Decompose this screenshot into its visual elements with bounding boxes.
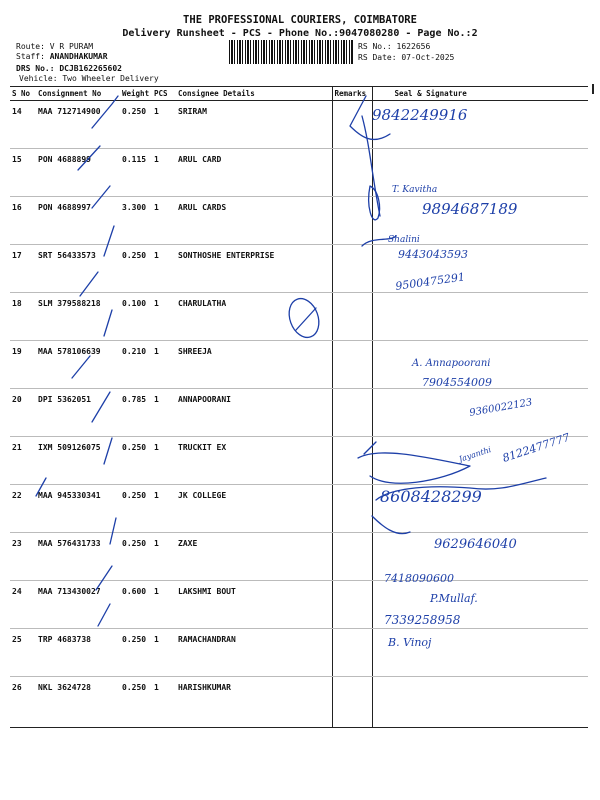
remarks-cell [332,341,372,389]
consignment-no: SLM 379588218 [36,293,120,341]
signature-cell [372,437,588,485]
col-weight-header: Weight [120,87,152,101]
remarks-cell [332,245,372,293]
sign-r22-phone: 8122477777 [500,430,572,465]
signature-cell [372,629,588,677]
signature-cell [372,101,588,149]
signature-cell [372,677,588,728]
consignment-no: MAA 578106639 [36,341,120,389]
weight: 0.785 [120,389,152,437]
consignee: RAMACHANDRAN [176,629,332,677]
table-row [10,101,588,149]
consignment-no: MAA 576431733 [36,533,120,581]
remarks-cell [332,581,372,629]
sign-r20-phone: 7904554009 [422,376,492,389]
rs-no-value: 1622656 [396,42,431,51]
weight: 0.115 [120,149,152,197]
remarks-cell [332,533,372,581]
pcs: 1 [152,437,176,485]
sno: 20 [10,389,36,437]
consignment-no: TRP 4683738 [36,629,120,677]
sign-r22-name: Jayanthi [457,445,493,464]
sno: 22 [10,485,36,533]
rs-no-line [358,42,430,51]
vehicle-label: Vehicle: [19,74,58,83]
col-remarks-header: Remarks [332,87,372,101]
col-consignment-header: Consignment No [36,87,120,101]
weight: 3.300 [120,197,152,245]
route-label: Route: [16,42,45,51]
signature-cell [372,149,588,197]
sno: 14 [10,101,36,149]
weight: 0.100 [120,293,152,341]
pcs: 1 [152,101,176,149]
drs-line [16,64,122,73]
sno: 18 [10,293,36,341]
signature-cell [372,485,588,533]
consignment-no: SRT 56433573 [36,245,120,293]
route-line [16,42,93,51]
pcs: 1 [152,485,176,533]
table-row [10,533,588,581]
sno: 23 [10,533,36,581]
pcs: 1 [152,533,176,581]
signature-cell [372,293,588,341]
margin-tick [592,84,594,94]
weight: 0.250 [120,533,152,581]
sno: 19 [10,341,36,389]
consignee: CHARULATHA [176,293,332,341]
consignee: HARISHKUMAR [176,677,332,728]
remarks-cell [332,101,372,149]
sign-r14: 9842249916 [372,106,468,124]
sign-r23: 8608428299 [380,487,482,506]
consignment-no: IXM 509126075 [36,437,120,485]
barcode [229,40,354,64]
signature-cell [372,197,588,245]
sign-r18: 9500475291 [394,270,466,293]
weight: 0.250 [120,245,152,293]
remarks-cell [332,389,372,437]
weight: 0.250 [120,437,152,485]
remarks-cell [332,293,372,341]
signature-cell [372,581,588,629]
consignee: JK COLLEGE [176,485,332,533]
pcs: 1 [152,581,176,629]
sno: 24 [10,581,36,629]
consignee: ARUL CARD [176,149,332,197]
sno: 21 [10,437,36,485]
sign-r17-phone: 9443043593 [398,248,468,261]
remarks-cell [332,629,372,677]
rs-date-line [358,53,454,62]
remarks-cell [332,197,372,245]
weight: 0.250 [120,629,152,677]
col-pcs-header: PCS [152,87,176,101]
signature-cell [372,389,588,437]
remarks-cell [332,485,372,533]
sign-r20-name: A. Annapoorani [412,358,491,369]
remarks-cell [332,149,372,197]
consignee: SHREEJA [176,341,332,389]
col-signature-header: Seal & Signature [372,87,588,101]
pcs: 1 [152,389,176,437]
pcs: 1 [152,197,176,245]
sign-r24: 9629646040 [434,537,517,552]
rs-date-label: RS Date: [358,53,397,62]
staff-line [16,52,108,61]
consignment-no: NKL 3624728 [36,677,120,728]
signature-cell [372,533,588,581]
remarks-cell [332,677,372,728]
table-row [10,677,588,728]
table-row [10,149,588,197]
sign-r16-name: T. Kavitha [392,185,438,195]
consignee: ZAXE [176,533,332,581]
table-row [10,389,588,437]
staff-value: ANANDHAKUMAR [49,52,108,61]
table-header-row [10,87,588,101]
vehicle-line [19,74,159,83]
pcs: 1 [152,341,176,389]
staff-label: Staff: [16,52,45,61]
sign-r26-phone: 7339258958 [384,613,461,627]
consignee: SRIRAM [176,101,332,149]
col-sno-header: S No [10,87,36,101]
sno: 25 [10,629,36,677]
consignment-no: PON 4688899 [36,149,120,197]
table-row [10,581,588,629]
sno: 15 [10,149,36,197]
sign-r25-name: P.Mullaf. [430,592,478,605]
pcs: 1 [152,293,176,341]
vehicle-value: Two Wheeler Delivery [62,74,159,83]
sno: 17 [10,245,36,293]
consignment-no: PON 4688997 [36,197,120,245]
sno: 16 [10,197,36,245]
pcs: 1 [152,629,176,677]
signature-cell [372,341,588,389]
sign-r26-name: B. Vinoj [388,636,432,649]
consignment-no: MAA 713430027 [36,581,120,629]
col-consignee-header: Consignee Details [176,87,332,101]
weight: 0.210 [120,341,152,389]
table-row [10,485,588,533]
rs-date-value: 07-Oct-2025 [401,53,455,62]
weight: 0.250 [120,485,152,533]
sno: 26 [10,677,36,728]
weight: 0.250 [120,677,152,728]
consignee: TRUCKIT EX [176,437,332,485]
consignee: ARUL CARDS [176,197,332,245]
consignment-no: DPI 5362051 [36,389,120,437]
table-row [10,197,588,245]
sign-r21: 9360022123 [468,397,534,419]
pcs: 1 [152,245,176,293]
signature-cell [372,245,588,293]
consignee: ANNAPOORANI [176,389,332,437]
consignment-no: MAA 712714900 [36,101,120,149]
company-title: THE PROFESSIONAL COURIERS, COIMBATORE [183,14,417,26]
table-row [10,437,588,485]
pcs: 1 [152,149,176,197]
table-row [10,629,588,677]
sign-r16-phone: 9894687189 [422,200,518,218]
consignee: SONTHOSHE ENTERPRISE [176,245,332,293]
consignment-no: MAA 945330341 [36,485,120,533]
runsheet-table [10,86,588,728]
rs-no-label: RS No.: [358,42,392,51]
table-row [10,245,588,293]
weight: 0.600 [120,581,152,629]
remarks-cell [332,437,372,485]
runsheet-subtitle: Delivery Runsheet - PCS - Phone No.:9047080280 - Page No.:2 [122,28,478,39]
route-value: V R PURAM [49,42,94,51]
table-row [10,293,588,341]
sign-r17-name: Shalini [388,235,420,245]
drs-value: DCJB162265602 [59,64,122,73]
drs-label: DRS No.: [16,64,55,73]
table-row [10,341,588,389]
consignee: LAKSHMI BOUT [176,581,332,629]
weight: 0.250 [120,101,152,149]
pcs: 1 [152,677,176,728]
sign-r25-phone: 7418090600 [384,572,454,585]
